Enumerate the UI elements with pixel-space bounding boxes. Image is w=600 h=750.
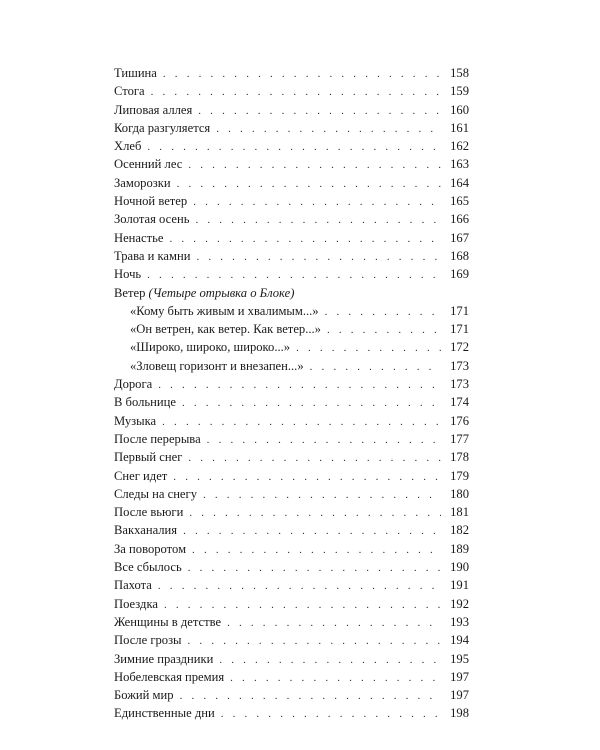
toc-subentry-page: 172 <box>450 340 469 355</box>
toc-entry-title: Золотая осень <box>114 212 190 227</box>
toc-entry-title: После перерыва <box>114 431 201 446</box>
toc-dot-leader <box>163 65 441 83</box>
toc-dot-leader <box>164 596 441 614</box>
toc-entry-page: 167 <box>450 230 469 245</box>
toc-entry <box>114 485 469 503</box>
toc-entry-title: Снег идет <box>114 468 168 483</box>
toc-subentry-title: «Кому быть живым и хвалимым...» <box>130 303 319 318</box>
toc-entry-title: Первый снег <box>114 450 183 465</box>
toc-entry-page: 177 <box>450 431 469 446</box>
toc-entry <box>114 576 469 594</box>
toc-entry <box>114 265 469 283</box>
toc-subentry-title: «Широко, широко, широко...» <box>130 340 291 355</box>
toc-entry-title: Осенний лес <box>114 157 183 172</box>
toc-entry <box>114 467 469 485</box>
toc-section-subtitle: (Четыре отрывка о Блоке) <box>148 285 295 300</box>
toc-entry <box>114 613 469 631</box>
toc-subentry <box>114 357 469 375</box>
toc-entry-page: 174 <box>450 395 469 410</box>
toc-entry-title: Тишина <box>114 66 157 80</box>
toc-entry-title: Божий мир <box>114 688 174 703</box>
toc-entry <box>114 192 469 210</box>
toc-entry-title: Ночной ветер <box>114 194 188 209</box>
toc-dot-leader <box>188 156 441 174</box>
toc-entry <box>114 430 469 448</box>
toc-dot-leader <box>196 248 441 266</box>
toc-entry-title: Пахота <box>114 578 152 593</box>
toc-subentry-title: «Зловещ горизонт и внезапен...» <box>130 358 304 373</box>
toc-dot-leader <box>207 431 441 449</box>
toc-entry-title: Вакханалия <box>114 523 178 538</box>
toc-entry-page: 166 <box>450 212 469 227</box>
toc-entry <box>114 155 469 173</box>
toc-entry-page: 181 <box>450 505 469 520</box>
toc-entry-page: 179 <box>450 468 469 483</box>
toc-subentry <box>114 320 469 338</box>
toc-entry <box>114 668 469 686</box>
toc-dot-leader <box>192 541 441 559</box>
table-of-contents <box>114 64 469 723</box>
toc-entry-title: Когда разгуляется <box>114 120 211 135</box>
toc-entry-title: После грозы <box>114 633 182 648</box>
toc-entry <box>114 448 469 466</box>
toc-entry-title: Музыка <box>114 413 157 428</box>
toc-entry-page: 195 <box>450 651 469 666</box>
toc-entry-page: 160 <box>450 102 469 117</box>
toc-dot-leader <box>189 504 441 522</box>
toc-entry <box>114 174 469 192</box>
toc-dot-leader <box>158 577 441 595</box>
toc-entry-title: Ночь <box>114 267 142 282</box>
toc-entry-page: 162 <box>450 139 469 154</box>
toc-dot-leader <box>325 303 441 321</box>
toc-entry <box>114 631 469 649</box>
toc-entry-title: Дорога <box>114 377 153 392</box>
toc-dot-leader <box>296 339 441 357</box>
toc-entry-page: 193 <box>450 614 469 629</box>
toc-dot-leader <box>188 449 441 467</box>
toc-entry-page: 197 <box>450 669 469 684</box>
toc-entry-title: Стога <box>114 84 145 99</box>
toc-entry-page: 165 <box>450 194 469 209</box>
toc-dot-leader <box>227 614 441 632</box>
toc-entry <box>114 119 469 137</box>
toc-entry <box>114 412 469 430</box>
toc-entry-title: Ненастье <box>114 230 164 245</box>
toc-entry <box>114 595 469 613</box>
toc-dot-leader <box>310 358 441 376</box>
toc-dot-leader <box>162 413 441 431</box>
toc-entry-title: Хлеб <box>114 139 142 154</box>
toc-dot-leader <box>173 468 441 486</box>
toc-dot-leader <box>193 193 441 211</box>
toc-entry <box>114 704 469 722</box>
toc-entry <box>114 686 469 704</box>
toc-entry-title: Заморозки <box>114 175 171 190</box>
toc-entry <box>114 82 469 100</box>
toc-dot-leader <box>195 211 441 229</box>
toc-dot-leader <box>203 486 441 504</box>
toc-entry <box>114 650 469 668</box>
toc-entry <box>114 503 469 521</box>
toc-dot-leader <box>188 559 441 577</box>
toc-entry-page: 194 <box>450 633 469 648</box>
toc-subentry-page: 171 <box>450 303 469 318</box>
toc-dot-leader <box>180 687 441 705</box>
toc-entry <box>114 137 469 155</box>
toc-entry-title: В больнице <box>114 395 176 410</box>
toc-dot-leader <box>327 321 441 339</box>
toc-entry-title: Все сбылось <box>114 560 182 575</box>
toc-dot-leader <box>182 394 441 412</box>
toc-entry <box>114 64 469 82</box>
toc-dot-leader <box>151 83 441 101</box>
toc-entry-page: 161 <box>450 120 469 135</box>
toc-entry-page: 168 <box>450 248 469 263</box>
toc-entry <box>114 521 469 539</box>
toc-dot-leader <box>216 120 441 138</box>
toc-entry-page: 182 <box>450 523 469 538</box>
toc-subentry <box>114 338 469 356</box>
toc-entry <box>114 540 469 558</box>
toc-subentry <box>114 302 469 320</box>
toc-entry-title: Зимние праздники <box>114 651 214 666</box>
toc-entry-page: 180 <box>450 486 469 501</box>
toc-entry-title: Следы на снегу <box>114 486 197 501</box>
toc-dot-leader <box>177 175 441 193</box>
toc-entry-title: Липовая аллея <box>114 102 193 117</box>
toc-entry <box>114 393 469 411</box>
toc-dot-leader <box>188 632 441 650</box>
toc-entry-page: 158 <box>450 66 469 80</box>
toc-entry-page: 192 <box>450 596 469 611</box>
toc-entry-page: 159 <box>450 84 469 99</box>
toc-dot-leader <box>147 138 441 156</box>
toc-entry-page: 176 <box>450 413 469 428</box>
toc-dot-leader <box>219 651 441 669</box>
toc-entry <box>114 247 469 265</box>
toc-entry <box>114 375 469 393</box>
toc-entry-title: После вьюги <box>114 505 184 520</box>
toc-dot-leader <box>221 705 441 723</box>
toc-dot-leader <box>198 102 441 120</box>
toc-entry-page: 163 <box>450 157 469 172</box>
toc-entry-page: 169 <box>450 267 469 282</box>
toc-entry-page: 197 <box>450 688 469 703</box>
toc-entry-page: 173 <box>450 377 469 392</box>
toc-entry-page: 189 <box>450 541 469 556</box>
toc-entry <box>114 210 469 228</box>
toc-entry <box>114 229 469 247</box>
toc-entry-title: Единственные дни <box>114 706 215 721</box>
toc-subentry-page: 173 <box>450 358 469 373</box>
toc-dot-leader <box>169 230 441 248</box>
toc-entry-page: 178 <box>450 450 469 465</box>
toc-entry-title: Женщины в детстве <box>114 614 222 629</box>
toc-entry-title: Трава и камни <box>114 248 191 263</box>
toc-dot-leader <box>230 669 441 687</box>
toc-dot-leader <box>147 266 441 284</box>
toc-subentry-page: 171 <box>450 322 469 337</box>
toc-entry-title: За поворотом <box>114 541 187 556</box>
toc-section-title: Ветер (Четыре отрывка о Блоке) <box>114 285 295 300</box>
toc-dot-leader <box>158 376 441 394</box>
toc-dot-leader <box>183 522 441 540</box>
toc-entry-title: Поездка <box>114 596 158 611</box>
toc-entry-page: 190 <box>450 560 469 575</box>
toc-section-header <box>114 284 469 302</box>
toc-entry-page: 198 <box>450 706 469 721</box>
toc-entry-title: Нобелевская премия <box>114 669 225 684</box>
toc-subentry-title: «Он ветрен, как ветер. Как ветер...» <box>130 322 321 337</box>
toc-entry-page: 191 <box>450 578 469 593</box>
toc-entry-page: 164 <box>450 175 469 190</box>
toc-entry <box>114 101 469 119</box>
toc-entry <box>114 558 469 576</box>
